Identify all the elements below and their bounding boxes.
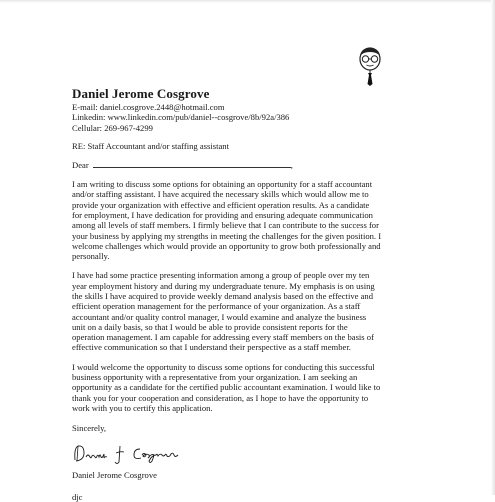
paragraph-line: I have had some practice presenting information among a group of people over my ten — [72, 270, 370, 281]
cellular-line: Cellular: 269-967-4299 — [72, 122, 153, 133]
paragraph-line: I would welcome the opportunity to discuss some options for conducting this successful — [72, 361, 375, 372]
paragraph-line: your business by applying my strengths in meeting the challenges for the given position. I — [72, 230, 382, 241]
paragraph-line: business opportunity with a representative from your organization. I am seeking an — [72, 372, 358, 383]
typist-initials: djc — [72, 492, 83, 502]
handwritten-signature — [72, 440, 182, 466]
paragraph-2 — [72, 270, 474, 352]
subject-line: RE: Staff Accountant and/or staffing assistant — [72, 141, 229, 152]
scan-edge-top — [0, 0, 495, 3]
sender-name: Daniel Jerome Cosgrove — [72, 86, 210, 101]
paragraph-line: efficient operation management for the performance of your organization. As a staff — [72, 301, 361, 312]
paragraph-line: work with you to certify this application. — [72, 402, 213, 413]
paragraph-line: thank you for your cooperation and consideration, as I hope to have the opportunity to — [72, 392, 369, 403]
paragraph-line: personally. — [72, 251, 110, 262]
closing: Sincerely, — [72, 423, 107, 434]
paragraph-line: and/or staffing assistant. I have acquired the necessary skills which would allow me to — [72, 189, 369, 200]
paragraph-line: I am writing to discuss some options for obtaining an opportunity for a staff accountant — [72, 179, 373, 190]
paragraph-line: unit on a daily basis, so that I would be able to provide consistent reports for the — [72, 321, 348, 332]
salutation-label: Dear — [72, 159, 89, 170]
paragraph-line: accountant and/or quality control manager, I would examine and analyze the business — [72, 311, 367, 322]
linkedin-line: Linkedin: www.linkedin.com/pub/daniel--cosgrove/8b/92a/386 — [72, 112, 290, 123]
paragraph-line: provide your organization with effective and efficient operation results. As a candidate — [72, 199, 370, 210]
paragraph-line: for employment, I have dedication for providing and ensuring adequate communication — [72, 209, 373, 220]
paragraph-line: operation management. I am capable for addressing every staff members on the basis of — [72, 332, 374, 343]
salutation-comma: , — [290, 159, 293, 170]
paragraph-1 — [72, 179, 474, 261]
personal-logo-icon — [353, 44, 387, 88]
paragraph-line: welcome challenges which would provide an opportunity to grow both professionally and — [72, 240, 381, 251]
scan-edge-right — [491, 0, 495, 495]
paragraph-line: the skills I have acquired to provide weekly demand analysis based on the effective and — [72, 291, 373, 301]
email-line: E-mail: daniel.cosgrove.2448@hotmail.com — [72, 102, 225, 112]
paragraph-line: year employment history and during my undergraduate tenure. My emphasis is on using — [72, 280, 375, 291]
letter-content — [72, 86, 474, 502]
salutation-blank-line — [93, 161, 291, 168]
paragraph-3 — [72, 362, 474, 413]
paragraph-line: effective communication so that I understand their perspective as a staff member. — [72, 342, 351, 353]
salutation — [72, 160, 474, 170]
paragraph-line: opportunity as a candidate for the certified public accountant examination. I would like to — [72, 382, 381, 393]
printed-name: Daniel Jerome Cosgrove — [72, 469, 157, 480]
paragraph-line: among all levels of staff members. I firmly believe that I can contribute to the success for — [72, 220, 379, 231]
